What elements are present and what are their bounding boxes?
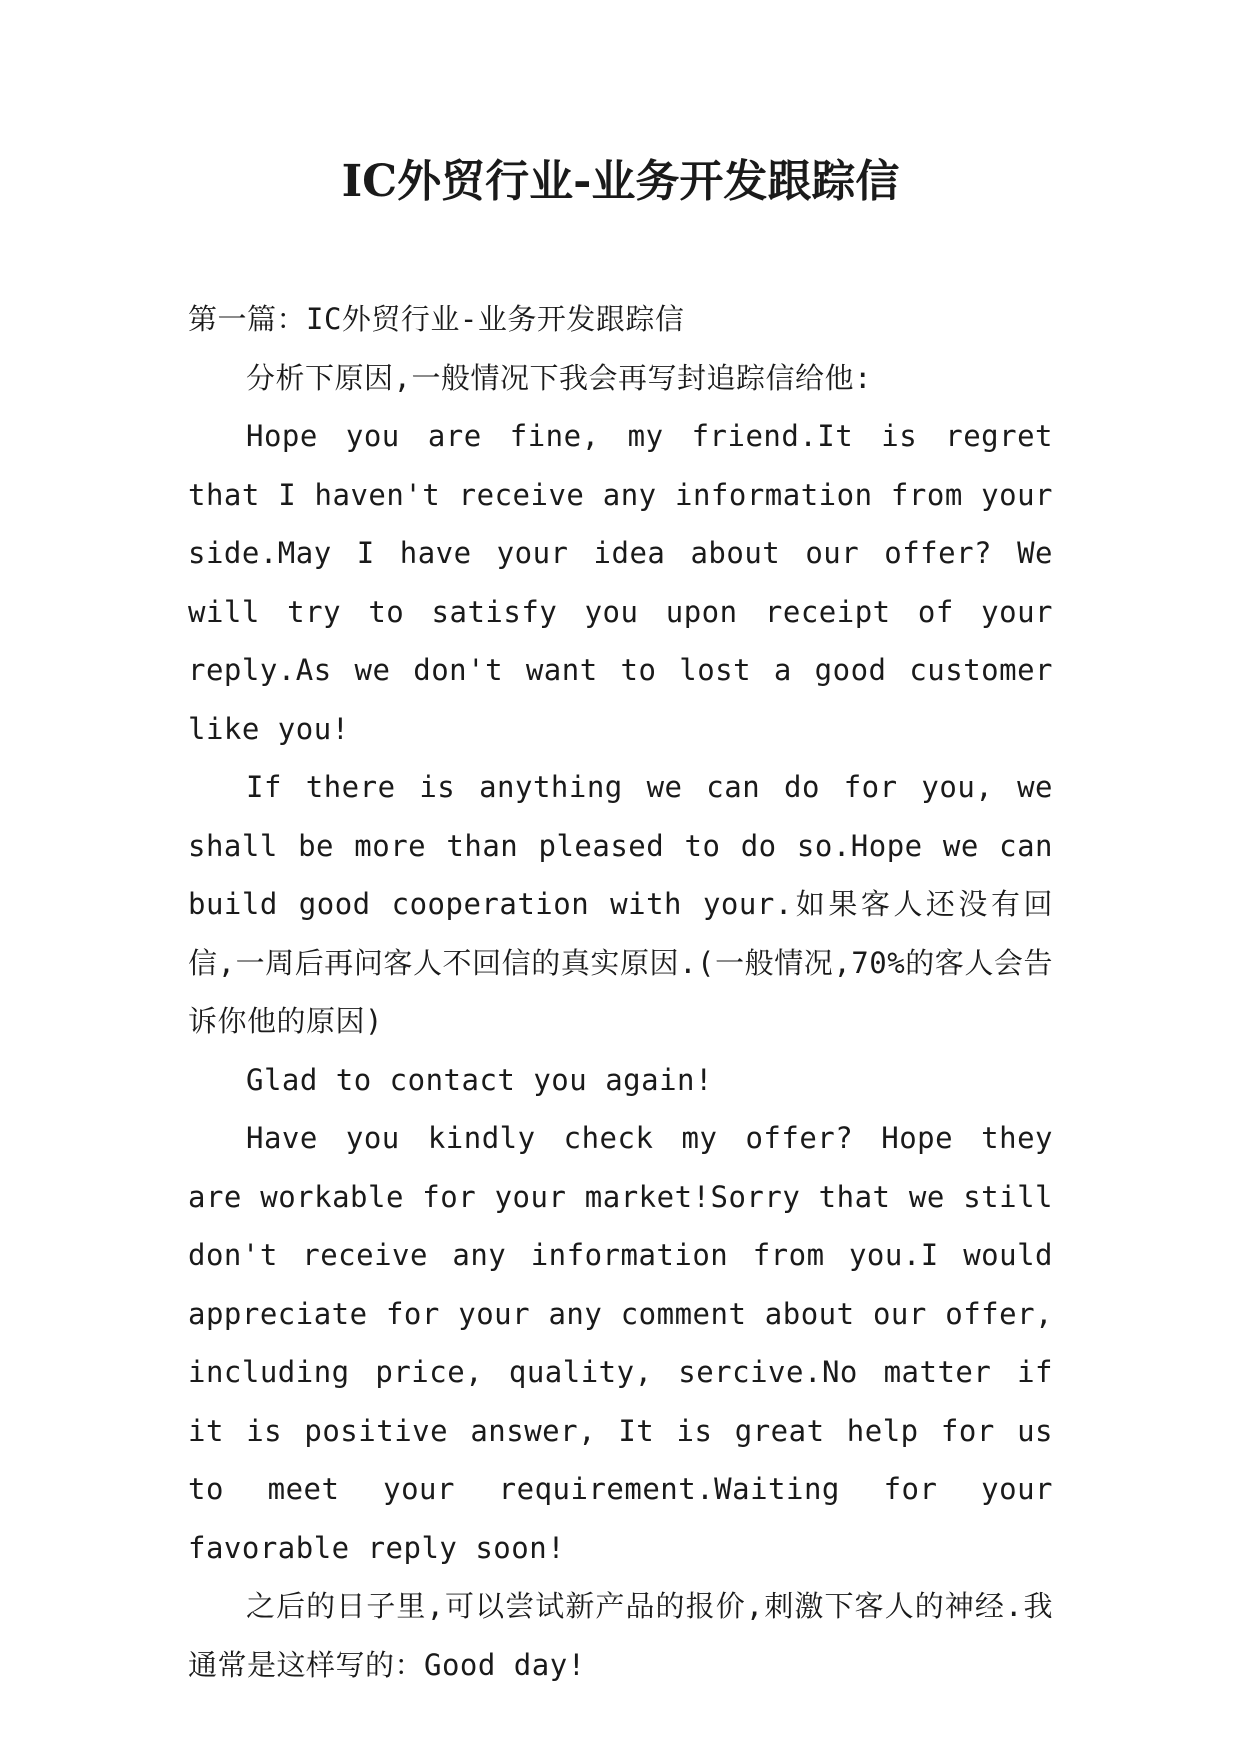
paragraph-letter-2: If there is anything we can do for you, we shall be more than pleased to do so.Hope we can build good cooperation with your.如果客人还没有回信,一周后再问客人不回信的真实原因.(一般情况,70%的客人会告诉你他的原因) bbox=[188, 770, 1053, 1038]
paragraph-followup: 之后的日子里,可以尝试新产品的报价,刺激下客人的神经.我通常是这样写的：Good day! bbox=[188, 1589, 1053, 1682]
document-body bbox=[188, 290, 1053, 1694]
paragraph-greeting: Glad to contact you again! bbox=[246, 1062, 713, 1097]
paragraph-letter-1: Hope you are fine, my friend.It is regret that I haven't receive any information from your side.May I have your idea about our offer? We will try to satisfy you upon receipt of your reply.As we don't want to lost a good customer like you! bbox=[188, 419, 1053, 746]
paragraph-letter-3: Have you kindly check my offer? Hope they are workable for your market!Sorry that we still don't receive any information from you.I would appreciate for your any comment about our offer, including price, quality, sercive.No matter if it is positive answer, It is great help for us to meet your requirement.Waiting for your favorable reply soon! bbox=[188, 1121, 1053, 1565]
paragraph-analysis: 分析下原因,一般情况下我会再写封追踪信给他: bbox=[246, 360, 872, 395]
section-heading: 第一篇：IC外贸行业-业务开发跟踪信 bbox=[188, 302, 685, 336]
document-title: IC外贸行业-业务开发跟踪信 bbox=[341, 156, 900, 207]
